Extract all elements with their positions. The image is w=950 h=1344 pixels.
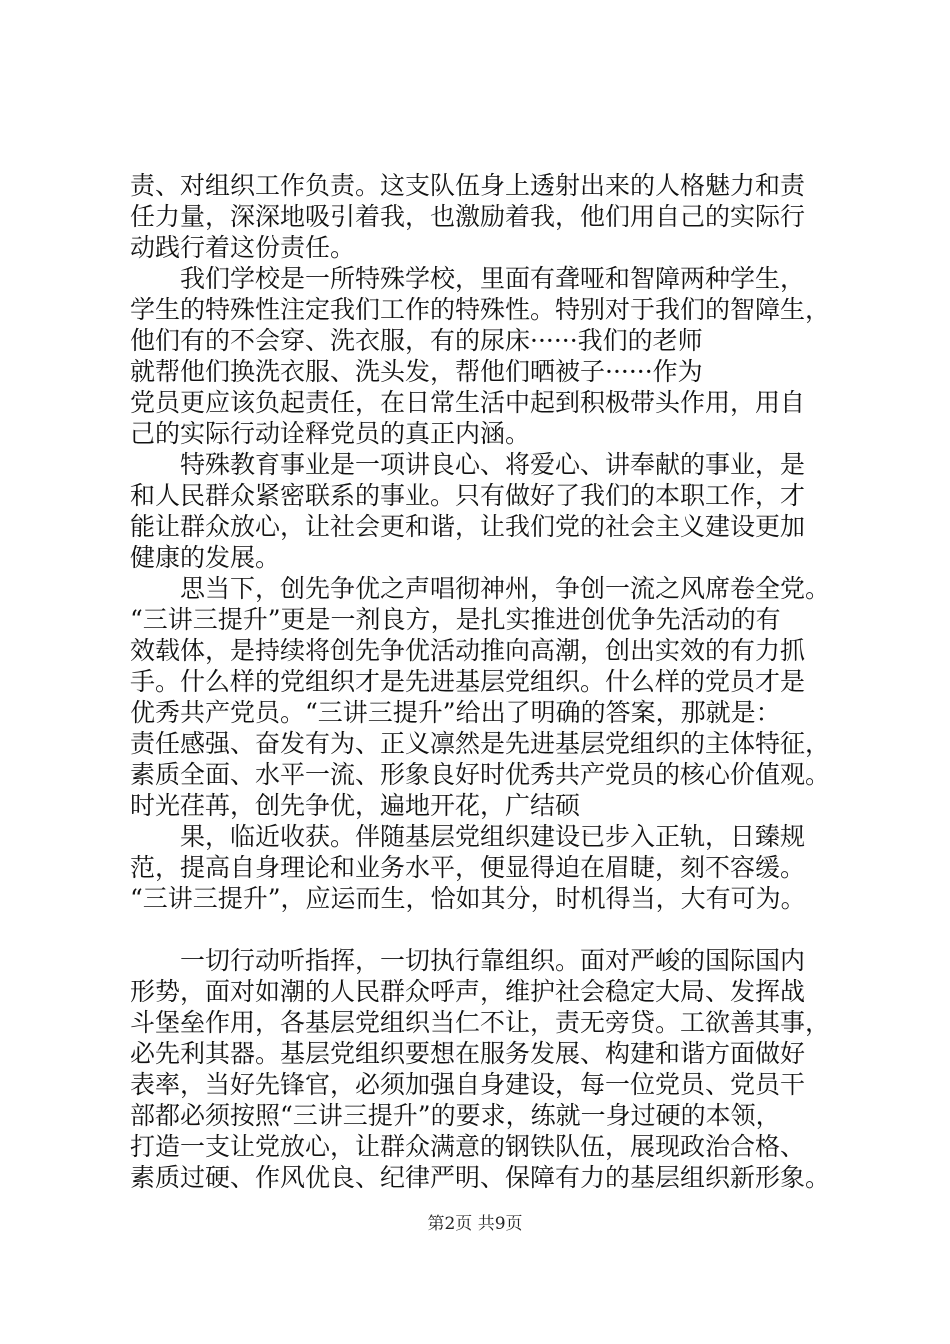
- text-line: 形势，面对如潮的人民群众呼声，维护社会稳定大局、发挥战: [130, 977, 806, 1006]
- text-line: 责任感强、奋发有为、正义凛然是先进基层党组织的主体特征，: [130, 729, 831, 758]
- text-line: 一切行动听指挥，一切执行靠组织。面对严峻的国际国内: [130, 946, 806, 975]
- text-line: 任力量，深深地吸引着我，也激励着我，他们用自己的实际行: [130, 202, 806, 231]
- text-line: 果，临近收获。伴随基层党组织建设已步入正轨，日臻规: [130, 822, 806, 851]
- text-line: 部都必须按照“三讲三提升”的要求，练就一身过硬的本领，: [130, 1101, 781, 1130]
- text-line: 党员更应该负起责任，在日常生活中起到积极带头作用，用自: [130, 388, 806, 417]
- text-line: 他们有的不会穿、洗衣服，有的尿床······我们的老师: [130, 326, 703, 355]
- page-number: 第2页 共9页: [427, 1214, 523, 1234]
- text-line: 效载体，是持续将创先争优活动推向高潮，创出实效的有力抓: [130, 636, 806, 665]
- text-line: 我们学校是一所特殊学校，里面有聋哑和智障两种学生，: [130, 264, 806, 293]
- text-line: 思当下，创先争优之声唱彻神州，争创一流之风席卷全党。: [130, 574, 831, 603]
- paragraph-gap: [130, 914, 860, 945]
- text-line: “三讲三提升”，应运而生，恰如其分，时机得当，大有可为。: [130, 884, 806, 913]
- text-line: 动践行着这份责任。: [130, 233, 356, 262]
- text-line: 责、对组织工作负责。这支队伍身上透射出来的人格魅力和责: [130, 171, 806, 200]
- text-line: 必先利其器。基层党组织要想在服务发展、构建和谐方面做好: [130, 1039, 806, 1068]
- text-line: 表率，当好先锋官，必须加强自身建设，每一位党员、党员干: [130, 1070, 806, 1099]
- text-line: 优秀共产党员。“三讲三提升”给出了明确的答案，那就是：: [130, 698, 781, 727]
- text-line: 素质全面、水平一流、形象良好时优秀共产党员的核心价值观。: [130, 760, 831, 789]
- text-line: 时光荏苒，创先争优，遍地开花，广结硕: [130, 791, 581, 820]
- text-line: 范，提高自身理论和业务水平，便显得迫在眉睫，刻不容缓。: [130, 853, 806, 882]
- text-line: 特殊教育事业是一项讲良心、将爱心、讲奉献的事业，是: [130, 450, 806, 479]
- text-line: 学生的特殊性注定我们工作的特殊性。特别对于我们的智障生，: [130, 295, 831, 324]
- text-line: 手。什么样的党组织才是先进基层党组织。什么样的党员才是: [130, 667, 806, 696]
- text-line: 斗堡垒作用，各基层党组织当仁不让，责无旁贷。工欲善其事，: [130, 1008, 831, 1037]
- body-text: [130, 170, 860, 1193]
- text-line: 能让群众放心，让社会更和谐，让我们党的社会主义建设更加: [130, 512, 806, 541]
- page-footer: [0, 1213, 950, 1235]
- text-line: 就帮他们换洗衣服、洗头发，帮他们晒被子······作为: [130, 357, 703, 386]
- text-line: “三讲三提升”更是一剂良方，是扎实推进创优争先活动的有: [130, 605, 781, 634]
- text-line: 素质过硬、作风优良、纪律严明、保障有力的基层组织新形象。: [130, 1163, 831, 1192]
- text-line: 己的实际行动诠释党员的真正内涵。: [130, 419, 531, 448]
- text-line: 打造一支让党放心，让群众满意的钢铁队伍，展现政治合格、: [130, 1132, 806, 1161]
- text-line: 和人民群众紧密联系的事业。只有做好了我们的本职工作，才: [130, 481, 806, 510]
- text-line: 健康的发展。: [130, 543, 281, 572]
